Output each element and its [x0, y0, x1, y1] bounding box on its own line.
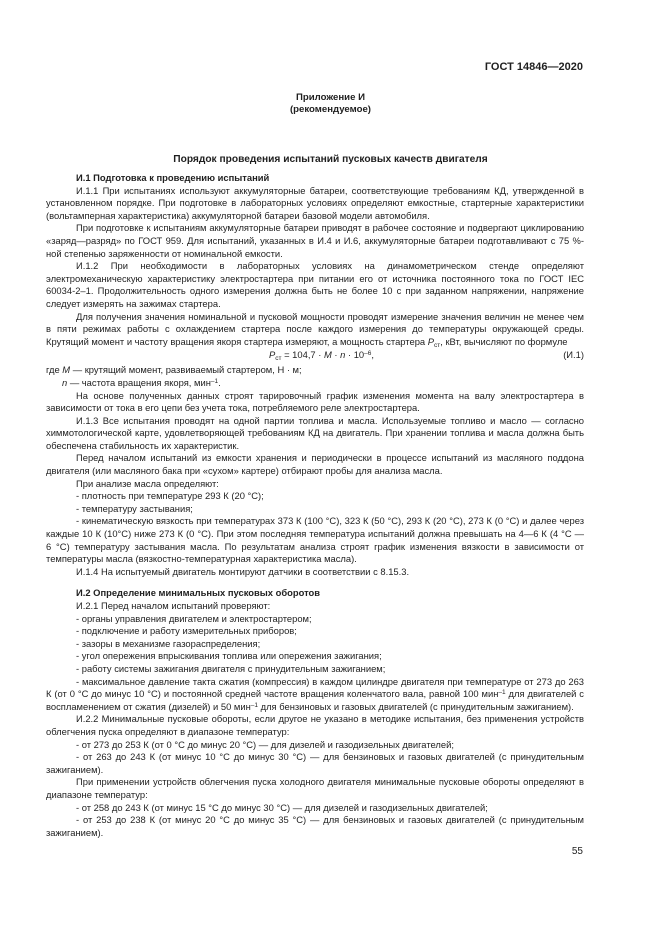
appendix-status: (рекомендуемое)	[289, 104, 371, 115]
paragraph: При анализе масла определяют:	[76, 477, 219, 489]
list-item: - от 273 до 253 К (от 0 °С до минус 20 °С) — для дизелей и газодизельных двигателей;	[76, 738, 454, 750]
paragraph: Для получения значения номинальной и пусковой мощности проводят измерение значения величин не менее чем в пяти режимах работы с охлаждением стартера после каждого измерения до температуры окружающей среды. Крутящий момент и частоту вращения якоря стартера измеряют, а мощность стартера $P_{ст}$, кВт, вычисляют по формуле	[46, 310, 584, 349]
section-heading-1: И.1 Подготовка к проведению испытаний	[76, 172, 270, 183]
page-title: Порядок проведения испытаний пусковых качеств двигателя	[173, 154, 488, 165]
list-item: - максимальное давление такта сжатия (компрессия) в каждом цилиндре двигателя при температуре от 273 до 263 К (от 0 °С до минус 10 °С) и постоянной средней частоте вращения коленчатого вала, равной 100 мин$^{-1}$ для двигателей с воспламенением от сжатия (дизелей) и 50 мин$^{-1}$ для бензиновых и газовых двигателей (с принудительным зажиганием).	[46, 675, 584, 712]
list-item: - угол опережения впрыскивания топлива или опережения зажигания;	[76, 650, 382, 662]
formula-legend-n: n — частота вращения якоря, мин$^{-1}$.	[62, 376, 221, 388]
power-formula: $P_{ст} = 104,7 \cdot M \cdot n \cdot 10^{-6}$,	[269, 349, 374, 363]
list-item: - плотность при температуре 293 К (20 °С);	[76, 490, 264, 502]
list-item: - от 263 до 243 К (от минус 10 °С до минус 30 °С) — для бензиновых и газовых двигателей (с принудительным зажиганием).	[46, 751, 584, 775]
list-item: - температуру застывания;	[76, 502, 193, 514]
page-number: 55	[571, 846, 583, 857]
paragraph: И.1.1 При испытаниях используют аккумуляторные батареи, соответствующие требованиям КД, утвержденной в установленном порядке. При подготовке в лабораторных условиях определяют емкостные, стартерные характеристики (вольтамперная характеристика) аккумуляторной батареи базовой модели автомобиля.	[46, 184, 584, 221]
paragraph: Перед началом испытаний из емкости хранения и периодически в процессе испытаний из масляного поддона двигателя (или масляного бака при «сухом» картере) отбирают пробы для анализа масла.	[46, 452, 584, 477]
formula-legend-m: где M — крутящий момент, развиваемый стартером, Н · м;	[46, 364, 302, 376]
list-item: - зазоры в механизме газораспределения;	[76, 637, 261, 649]
list-item: - подключение и работу измерительных приборов;	[76, 625, 297, 637]
list-item: - работу системы зажигания двигателя с принудительным зажиганием;	[76, 662, 386, 674]
list-item: - от 253 до 238 К (от минус 20 °С до минус 35 °С) — для бензиновых и газовых двигателей (с принудительным зажиганием).	[46, 814, 584, 838]
paragraph: При применении устройств облегчения пуска холодного двигателя минимальные пусковые обороты определяют в диапазоне температур:	[46, 776, 584, 800]
formula-row	[76, 348, 584, 364]
paragraph: И.2.2 Минимальные пусковые обороты, если другое не указано в методике испытания, без применения устройств облегчения пуска определяют в диапазоне температур:	[46, 713, 584, 737]
paragraph: И.1.4 На испытуемый двигатель монтируют датчики в соответствии с 8.15.3.	[76, 565, 410, 577]
list-item: - органы управления двигателем и электростартером;	[76, 612, 312, 624]
paragraph: И.2.1 Перед началом испытаний проверяют:	[76, 600, 271, 611]
paragraph: И.1.3 Все испытания проводят на одной партии топлива и масла. Используемые топливо и масло — согласно химмотологической карте, удовлетворяющей требованиям КД на двигатель. При хранении топлива и масла должна быть обеспечена стабильность их характеристик.	[46, 414, 584, 451]
document-body	[46, 172, 584, 839]
standard-number: ГОСТ 14846—2020	[484, 61, 583, 73]
paragraph: На основе полученных данных строят тарировочный график изменения момента на валу электростартера в зависимости от тока в его цепи без учета тока, потребляемого реле электростартера.	[46, 389, 584, 414]
section-heading-2: И.2 Определение минимальных пусковых оборотов	[76, 587, 321, 599]
paragraph: При подготовке к испытаниям аккумуляторные батареи приводят в рабочее состояние и подвергают циклированию «заряд—разряд» по ГОСТ 959. Для испытаний, указанных в И.4 и И.6, аккумуляторные батареи подготавливают с 75 %-ной степенью заряженности от номинальной емкости.	[46, 222, 584, 259]
appendix-label: Приложение И	[296, 92, 365, 103]
appendix-heading	[0, 92, 661, 116]
list-item: - кинематическую вязкость при температурах 373 К (100 °С), 323 К (50 °С), 293 К (20 °С), 273 К (0 °С) и далее через каждые 10 К (10°С) ниже 273 К (0 °С). При этом последняя температура испытаний должна превышать на 4—6 К (4 °С — 6 °С) температуру застывания масла. По результатам анализа строят график изменения вязкости в зависимости от температуры масла (вязкостно-температурная характеристика масла).	[46, 515, 584, 565]
equation-number: (И.1)	[563, 349, 584, 361]
list-item: - от 258 до 243 К (от минус 15 °С до минус 30 °С) — для дизелей и газодизельных двигателей;	[76, 801, 488, 813]
paragraph: И.1.2 При необходимости в лабораторных условиях на динамометрическом стенде определяют электромеханическую характеристику электростартера при питании его от источника постоянного тока по ГОСТ IEC 60034-2–1. Продолжительность одного измерения должна быть не более 10 с при заданном напряжении, напряжение следует измерять на зажимах стартера.	[46, 260, 584, 309]
